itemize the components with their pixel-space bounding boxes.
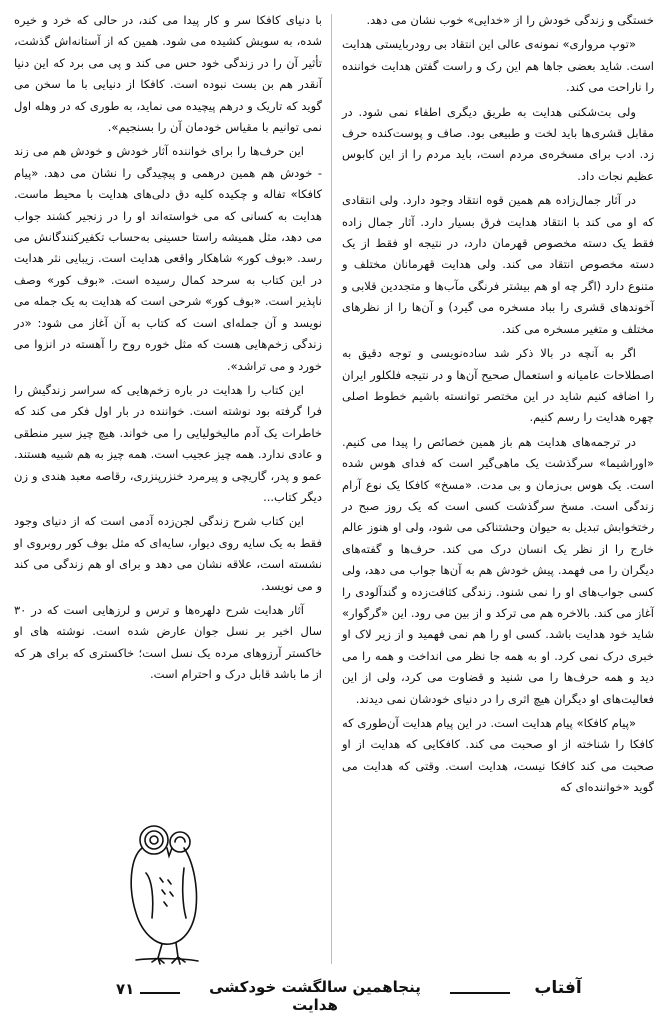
paragraph: آثار هدایت شرح دلهره‌ها و ترس و لرزهایی است که در ۳۰ سال اخیر بر نسل جوان عارض شده است. نوشته های او خاکستر آرزوهای مرده یک نسل است؛ خاکستری که برای هر که از ما باشد قابل درک و احترام است. xyxy=(14,602,322,682)
column-divider xyxy=(331,14,332,964)
footer-rule xyxy=(450,992,510,994)
right-text-column xyxy=(342,10,654,802)
paragraph: در ترجمه‌های هدایت هم باز همین خصائص را پیدا می کنیم. «اوراشیما» سرگذشت یک ماهی‌گیر است که فدای هوس شده است. یک هوس بی‌زمان و بی مدت. «مسخ» کافکا یک نوع آرام زندگی است. مسخ سرگذشت کسی است که یک روز صبح در رختخوابش تبدیل به حیوان وحشتناکی می شود، ولی او هنوز عالم خارج را از نظر یک انسان درک می کند. حرف‌ها و گفته‌های دیگران را می فهمد. پیش خودش هم به آن‌ها جواب می دهد، ولی کسی جواب‌های او را نمی شنود. زندگی کثافت‌زده و گندآلودی را آغاز می کند. بالاخره هم می ترکد و از بین می رود. این «گرگوار» شاید خود هدایت باشد. کسی او را هم نمی فهمید و از زیر لاک او خبری درک نمی کرد. او به همه جا نظر می انداخت و همه را می دید و همه حرف‌ها را می شنید و قضاوت می کرد، ولی از این فعالیت‌های او دیگران هیچ اثری را در دنیای خودشان نمی دیدند. xyxy=(342,434,654,706)
paragraph: این کتاب شرح زندگی لجن‌زده آدمی است که از دنیای وجود فقط به یک سایه روی دیوار، سایه‌ای که مثل بوف کور روبروی او نشسته است، علاقه نشان می دهد و برای او هم زندگی می کند و می نویسد. xyxy=(14,514,322,593)
paragraph: در آثار جمال‌زاده هم همین قوه انتقاد وجود دارد. ولی انتقادی که او می کند با انتقاد هدایت فرق بسیار دارد. آثار جمال زاده فقط یک دسته مخصوص قهرمان دارد، در نتیجه او فقط از یک دسته مخصوص انتقاد می کند. ولی هدایت قهرمانان مختلف و متنوع دارد (اگر چه او هم بیشتر فرنگی مآب‌ها و متجددین قلابی و آخوندهای قشری را بباد مسخره می گیرد) و آن‌ها را از نظرهای مختلف و متغیر مسخره می کند. xyxy=(342,193,654,336)
paragraph: با دنیای کافکا سر و کار پیدا می کند، در حالی که خرد و خیره شده، به سویش کشیده می شود. همین که از آستانه‌اش گذشت، تأثیر آن را در زندگی خود حس می کند و پی می برد که این دنیا آنقدر هم بن بست نبوده است. کافکا از دنیایی با ما سخن می گوید که تاریک و درهم پیچیده می نماید، به طوری که در وهله اول نمی توانیم با مقیاس خودمان آن را بسنجیم». xyxy=(14,13,322,135)
paragraph: «پیام کافکا» پیام هدایت است. در این پیام هدایت آن‌طوری که کافکا را شناخته از او صحبت می کند. کافکایی که هدایت از او صحبت می کند کافکا نیست، هدایت است. وقتی که هدایت می گوید «خواننده‌ای که xyxy=(342,716,654,795)
paragraph: این حرف‌ها را برای خواننده آثار خودش و خودش هم می زند - خودش هم همین درهمی و پیچیدگی را نشان می دهد. «پیام کافکا» تفاله و چکیده کلیه دق دلی‌های هدایت با محیط ماست. هدایت به کسانی که می خواسته‌اند او را در زنجیر کشند جواب می دهد، مثل همیشه راستا حسینی به‌حساب تکفیرکنندگانش می رسد. «بوف کور» شاهکار واقعی هدایت است. زیبایی نثر هدایت در این کتاب به سرحد کمال رسیده است. «بوف کور» وصف ناپذیر است. «بوف کور» شرحی است که هدایت به یک جمله می نویسد و آن جمله‌ای است که کتاب به آن آغاز می شود: «در زندگی زخم‌هایی هست که مثل خوره روح را آهسته در انزوا می خورد و می تراشد». xyxy=(14,144,322,373)
footer-subtitle: پنجاهمین سالگشت خودکشی هدایت xyxy=(209,978,421,1014)
paragraph: این کتاب را هدایت در باره زخم‌هایی که سراسر زندگیش را فرا گرفته بود نوشته است. خواننده در بار اول فکر می کند که خاطرات یک آدم مالیخولیایی را می خواند. هیچ چیز سیر منطقی و عادی ندارد. همه چیز عجیب است. همه چیز به هم شبیه هستند. عمو و پدر، گاریچی و پیرمرد خنزرپنزری، رقاصه معبد هندی و زن دیگر کتاب... xyxy=(14,382,322,504)
magazine-name: آفتاب xyxy=(534,978,582,998)
left-text-column xyxy=(14,10,322,689)
page-footer xyxy=(0,978,668,1014)
page-number: ۷۱ xyxy=(116,980,135,998)
paragraph: «توپ مرواری» نمونه‌ی عالی این انتقاد بی رودربایستی هدایت است. شاید بعضی جاها هم این رک و راست گفتن هدایت خواننده را ناراحت می کند. xyxy=(342,37,654,95)
paragraph: اگر به آنچه در بالا ذکر شد ساده‌نویسی و توجه دقیق به اصطلاحات عامیانه و استعمال صحیح آن‌ها و در نتیجه فلکلور ایران را اضافه کنیم شاید در این مختصر توانسته باشیم خطوط اصلی چهره هدایت را رسم کنیم. xyxy=(342,346,654,425)
owl-illustration xyxy=(112,818,212,968)
paragraph: خستگی و زندگی خودش را از «خدایی» خوب نشان می دهد. xyxy=(366,13,654,27)
footer-rule xyxy=(140,992,180,994)
paragraph: ولی بت‌شکنی هدایت به طریق دیگری اطفاء نمی شود. در مقابل قشری‌ها باید لخت و طبیعی بود. صاف و پوست‌کنده حرف زد. ادب برای مسخره‌ی مردم است، باید مردم را از این کابوس عظیم نجات داد. xyxy=(342,104,654,183)
